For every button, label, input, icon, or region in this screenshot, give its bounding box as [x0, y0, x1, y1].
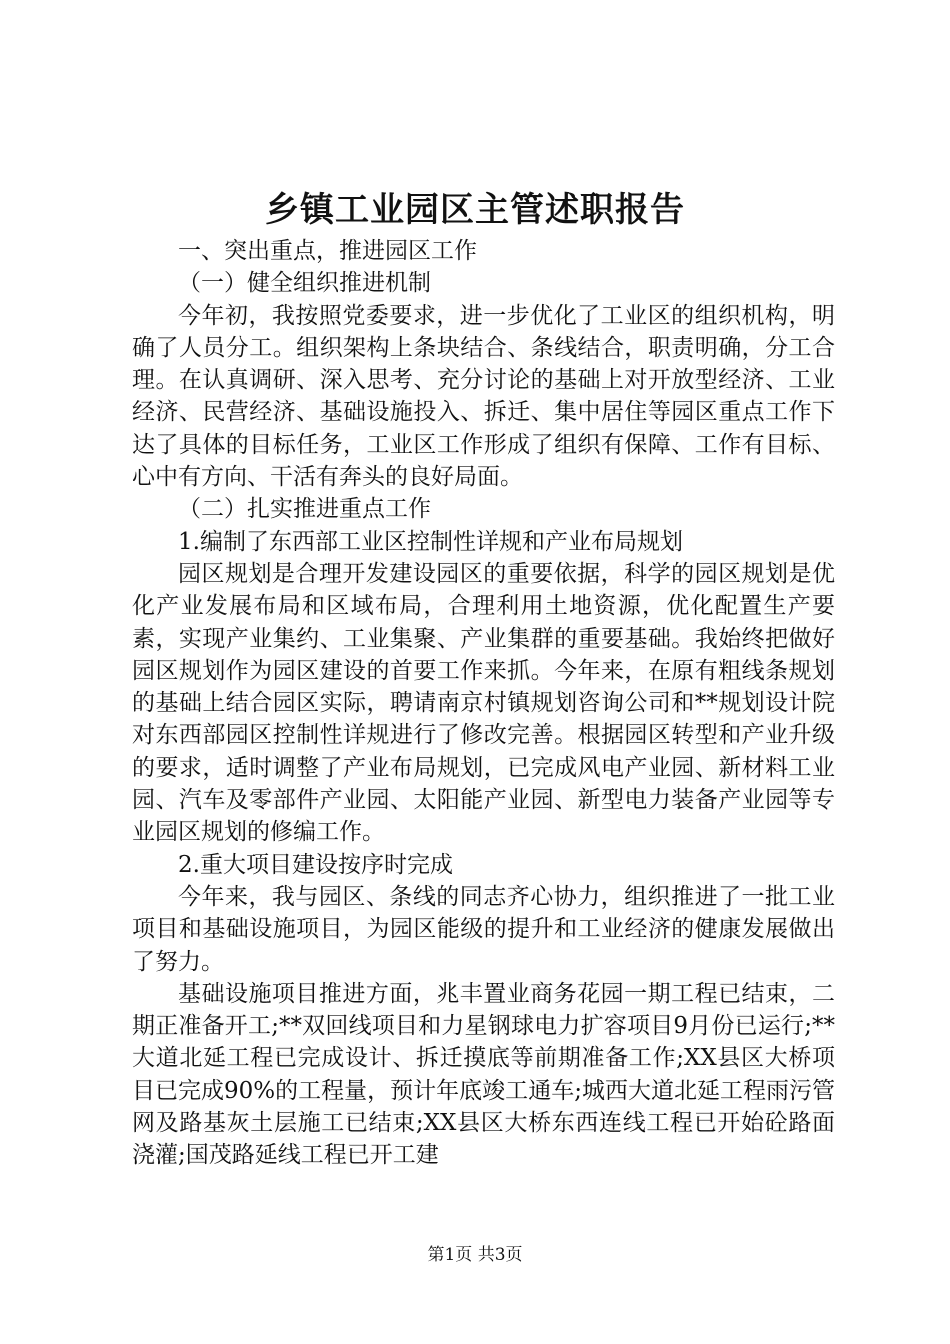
item-heading: 1.编制了东西部工业区控制性详规和产业布局规划: [178, 528, 683, 555]
body-paragraph: 今年初，我按照党委要求，进一步优化了工业区的组织机构，明确了人员分工。组织架构上条块结合、条线结合，职责明确，分工合理。在认真调研、深入思考、充分讨论的基础上对开放型经济、工业经济、民营经济、基础设施投入、拆迁、集中居住等园区重点工作下达了具体的目标任务，工业区工作形成了组织有保障、工作有目标、心中有方向、干活有奔头的良好局面。: [132, 302, 835, 491]
document-body: [132, 235, 835, 1172]
subsection-heading: （二）扎实推进重点工作: [178, 496, 431, 523]
body-paragraph: 园区规划是合理开发建设园区的重要依据，科学的园区规划是优化产业发展布局和区域布局，合理利用土地资源，优化配置生产要素，实现产业集约、工业集聚、产业集群的重要基础。我始终把做好园区规划作为园区建设的首要工作来抓。今年来，在原有粗线条规划的基础上结合园区实际，聘请南京村镇规划咨询公司和**规划设计院对东西部园区控制性详规进行了修改完善。根据园区转型和产业升级的要求，适时调整了产业布局规划，已完成风电产业园、新材料工业园、汽车及零部件产业园、太阳能产业园、新型电力装备产业园等专业园区规划的修编工作。: [132, 560, 835, 846]
document-title: 乡镇工业园区主管述职报告: [265, 190, 685, 230]
item-heading: 2.重大项目建设按序时完成: [178, 851, 453, 878]
subsection-heading: （一）健全组织推进机制: [178, 270, 431, 297]
body-paragraph: 基础设施项目推进方面，兆丰置业商务花园一期工程已结束，二期正准备开工;**双回线项目和力星钢球电力扩容项目9月份已运行;**大道北延工程已完成设计、拆迁摸底等前期准备工作;XX县区大桥项目已完成90%的工程量，预计年底竣工通车;城西大道北延工程雨污管网及路基灰土层施工已结束;XX县区大桥东西连线工程已开始砼路面浇灌;国茂路延线工程已开工建: [132, 980, 835, 1169]
section-heading: 一、突出重点，推进园区工作: [178, 238, 477, 264]
page-number-footer: 第1页 共3页: [427, 1245, 523, 1265]
body-paragraph: 今年来，我与园区、条线的同志齐心协力，组织推进了一批工业项目和基础设施项目，为园区能级的提升和工业经济的健康发展做出了努力。: [132, 883, 835, 975]
